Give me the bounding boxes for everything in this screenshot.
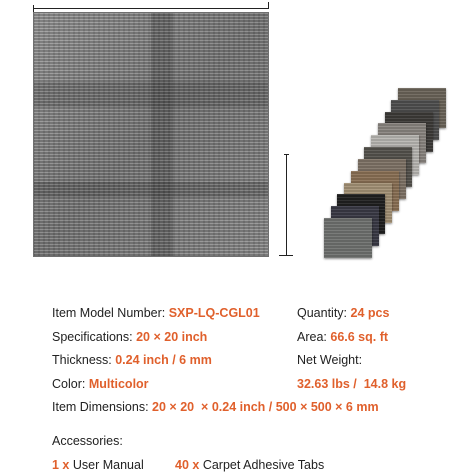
spec-value: 20 × 20 × 0.24 inch / 500 × 500 × 6 mm	[152, 400, 379, 414]
spec-label: Quantity:	[297, 306, 348, 320]
spec-value: 20 × 20 inch	[136, 330, 208, 344]
tile-sample-swatch	[324, 218, 372, 258]
spec-label: Item Model Number:	[52, 306, 166, 320]
spec-value: SXP-LQ-CGL01	[168, 306, 260, 320]
spec-specifications	[52, 330, 207, 344]
spec-net-weight-value	[297, 377, 406, 391]
spec-thickness	[52, 353, 212, 367]
accessories-title: Accessories:	[52, 434, 123, 448]
accessory-name: User Manual	[72, 458, 144, 472]
accessory-qty: 1 x	[52, 458, 70, 472]
spec-label: Thickness:	[52, 353, 112, 367]
spec-dimensions	[52, 400, 379, 414]
spec-value: 24 pcs	[350, 306, 390, 320]
spec-label: Area:	[297, 330, 327, 344]
spec-model	[52, 306, 260, 320]
spec-value: 66.6 sq. ft	[330, 330, 389, 344]
spec-value: 32.63 lbs / 14.8 kg	[297, 377, 407, 391]
dimension-base	[279, 255, 293, 256]
spec-label: Specifications:	[52, 330, 133, 344]
spec-label: Color:	[52, 377, 86, 391]
thickness-dimension-line	[286, 155, 287, 255]
spec-color	[52, 377, 149, 391]
dimension-tick	[33, 5, 34, 12]
spec-label: Item Dimensions:	[52, 400, 149, 414]
width-dimension-line	[33, 8, 269, 9]
tile-stack-image	[318, 88, 448, 263]
spec-value: Multicolor	[88, 377, 149, 391]
spec-value: 0.24 inch / 6 mm	[115, 353, 212, 367]
dimension-tick	[268, 2, 269, 9]
carpet-tile-image	[33, 12, 269, 257]
spec-area	[297, 330, 388, 344]
spec-quantity	[297, 306, 389, 320]
accessory-name: Carpet Adhesive Tabs	[202, 458, 325, 472]
accessory-qty: 40 x	[175, 458, 200, 472]
spec-label: Net Weight:	[297, 353, 363, 367]
spec-net-weight-label	[297, 353, 362, 367]
